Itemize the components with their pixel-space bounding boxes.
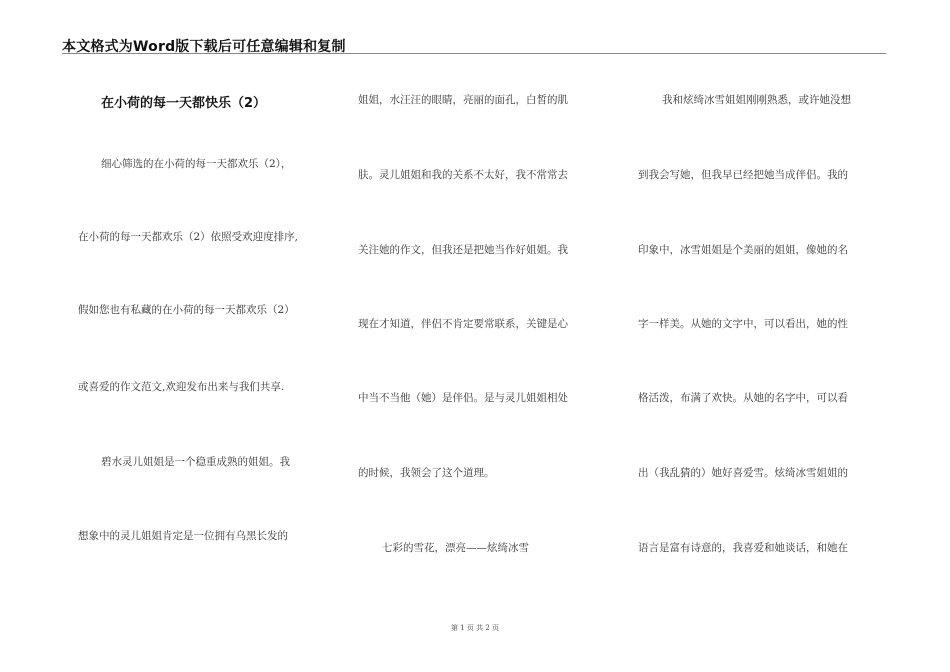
text-line: 印象中，冰雪姐姐是个美丽的姐姐，像她的名 (638, 244, 848, 256)
text-line: 细心筛选的在小荷的每一天都欢乐（2）， (101, 158, 292, 170)
page-number: 第 1 页 共 2 页 (450, 624, 500, 632)
article-title: 在小荷的每一天都快乐（2） (101, 96, 267, 111)
text-line: 出（我乱猜的）她好喜爱雪。炫绮冰雪姐姐的 (638, 467, 848, 479)
text-line: 姐姐，水汪汪的眼睛，亮丽的面孔，白皙的肌 (358, 94, 568, 106)
text-line: 想象中的灵儿姐姐肯定是一位拥有乌黑长发的 (78, 530, 288, 542)
text-line: 假如您也有私藏的在小荷的每一天都欢乐（2） (78, 304, 295, 316)
text-line: 或喜爱的作文范文,欢迎发布出来与我们共享. (78, 381, 285, 393)
text-line: 碧水灵儿姐姐是一个稳重成熟的姐姐。我 (101, 456, 290, 468)
text-line: 七彩的雪花，漂亮——炫绮冰雪 (382, 542, 529, 554)
text-line: 中当不当他（她）是伴侣。是与灵儿姐姐相处 (358, 392, 568, 404)
text-line: 肤。灵儿姐姐和我的关系不太好，我不常常去 (358, 169, 568, 181)
text-line: 语言是富有诗意的，我喜爱和她谈话，和她在 (638, 542, 848, 554)
text-line: 到我会写她，但我早已经把她当成伴侣。我的 (638, 169, 848, 181)
document-header: 本文格式为Word版下载后可任意编辑和复制 (62, 39, 346, 55)
text-line: 格活泼，布满了欢快。从她的名字中，可以看 (638, 392, 848, 404)
text-line: 在小荷的每一天都欢乐（2）依照受欢迎度排序, (78, 231, 299, 243)
text-line: 关注她的作文，但我还是把她当作好姐姐。我 (358, 244, 568, 256)
text-line: 的时候，我领会了这个道理。 (358, 467, 495, 479)
header-divider (62, 53, 886, 54)
text-line: 字一样美。从她的文字中，可以看出，她的性 (638, 318, 848, 330)
text-line: 现在才知道，伴侣不肯定要常联系，关键是心 (358, 318, 568, 330)
text-line: 我和炫绮冰雪姐姐刚刚熟悉，或许她没想 (662, 94, 851, 106)
